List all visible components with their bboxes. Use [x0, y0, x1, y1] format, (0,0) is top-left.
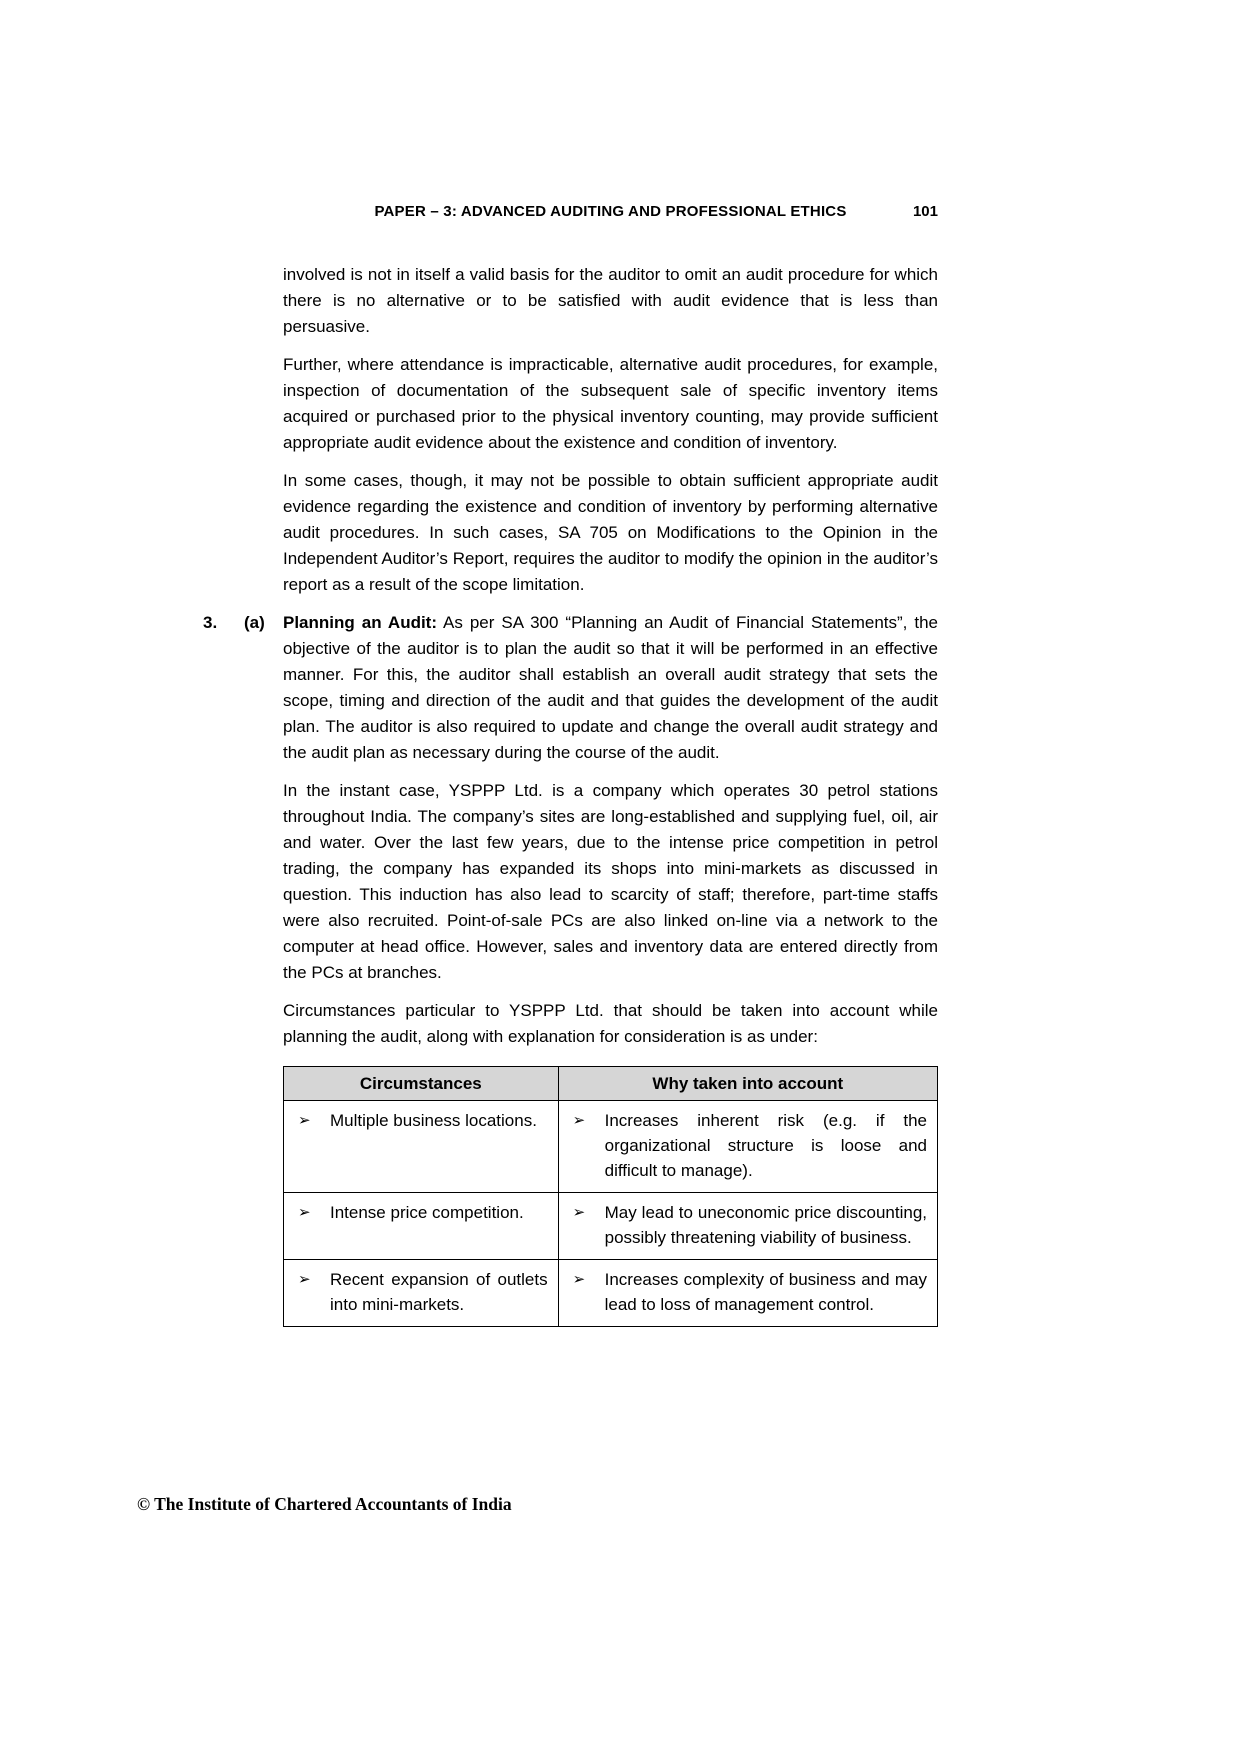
table-header-row — [284, 1067, 938, 1101]
reason-text: Increases inherent risk (e.g. if the organizational structure is loose and difficult to manage). — [604, 1111, 927, 1180]
page-number: 101 — [912, 203, 938, 220]
paragraph-1: involved is not in itself a valid basis for the auditor to omit an audit procedure for which there is no alternative or to be satisfied with audit evidence that is less than persuasive. — [283, 265, 938, 336]
footer-copyright: © The Institute of Chartered Accountants of India — [137, 1494, 512, 1514]
circumstance-text: Intense price competition. — [330, 1203, 524, 1222]
item-3a-heading: Planning an Audit: — [283, 613, 438, 632]
arrow-bullet-icon: ➢ — [572, 1271, 586, 1288]
item-3a-lead-text: As per SA 300 “Planning an Audit of Financial Statements”, the objective of the auditor is to plan the audit so that it will be performed in an effective manner. For this, the auditor shall establish an overall audit strategy that sets the scope, timing and direction of the audit and that guides the development of the audit plan. The auditor is also required to update and change the overall audit strategy and the audit plan as necessary during the course of the audit. — [283, 613, 938, 762]
circumstance-text: Recent expansion of outlets into mini-markets. — [330, 1270, 548, 1314]
arrow-bullet-icon: ➢ — [572, 1112, 586, 1129]
item-3a — [203, 610, 938, 766]
arrow-bullet-icon: ➢ — [572, 1204, 586, 1221]
circumstance-text: Multiple business locations. — [330, 1111, 537, 1130]
arrow-bullet-icon: ➢ — [298, 1204, 311, 1221]
reason-text: May lead to uneconomic price discounting, possibly threatening viability of business. — [604, 1203, 927, 1247]
content-column — [203, 262, 938, 1327]
arrow-bullet-icon: ➢ — [298, 1271, 311, 1288]
table-row — [284, 1193, 938, 1260]
paragraph-3: In some cases, though, it may not be possible to obtain sufficient appropriate audit evidence regarding the existence and condition of inventory by performing alternative audit procedures. In such cases, SA 705 on Modifications to the Opinion in the Independent Auditor’s Report, requires the auditor to modify the opinion in the auditor’s report as a result of the scope limitation. — [283, 471, 938, 594]
item-3a-paragraph-3: Circumstances particular to YSPPP Ltd. that should be taken into account while planning the audit, along with explanation for consideration is as under: — [283, 1001, 938, 1046]
paragraph-2: Further, where attendance is impracticable, alternative audit procedures, for example, inspection of documentation of the subsequent sale of specific inventory items acquired or purchased prior to the physical inventory counting, may provide sufficient appropriate audit evidence about the existence and condition of inventory. — [283, 355, 938, 452]
reason-text: Increases complexity of business and may lead to loss of management control. — [604, 1270, 927, 1314]
item-3a-paragraph-2: In the instant case, YSPPP Ltd. is a company which operates 30 petrol stations throughout India. The company’s sites are long-established and supplying fuel, oil, air and water. Over the last few years, due to the intense price competition in petrol trading, the company has expanded its shops into mini-markets as discussed in question. This induction has also lead to scarcity of staff; therefore, part-time staffs were also recruited. Point-of-sale PCs are also linked on-line via a network to the computer at head office. However, sales and inventory data are entered directly from the PCs at branches. — [283, 781, 938, 982]
circumstances-table — [283, 1066, 938, 1327]
item-number: 3. — [203, 613, 218, 632]
table-row — [284, 1101, 938, 1193]
item-letter: (a) — [244, 613, 265, 632]
table-row — [284, 1260, 938, 1327]
page-footer — [137, 1494, 512, 1515]
table-header-why: Why taken into account — [558, 1067, 937, 1101]
item-3a-lead-paragraph — [283, 610, 938, 766]
arrow-bullet-icon: ➢ — [298, 1112, 311, 1129]
header-title: PAPER – 3: ADVANCED AUDITING AND PROFESSIONAL ETHICS — [374, 203, 847, 220]
page-header — [283, 203, 938, 225]
table-header-circumstances: Circumstances — [284, 1067, 559, 1101]
